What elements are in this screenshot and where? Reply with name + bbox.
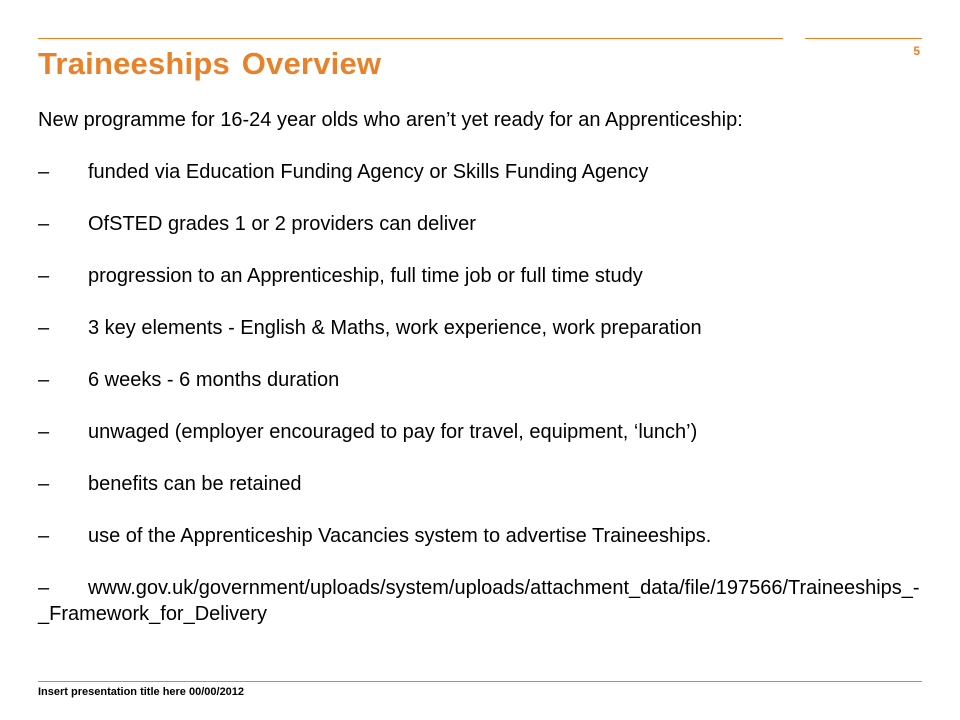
bullet-dash: – [38, 317, 50, 339]
bullet-dash: – [38, 577, 50, 599]
bullet-dash: – [38, 265, 50, 287]
footer-rule [38, 681, 922, 682]
bullet-item-link [38, 575, 922, 627]
bullet-dash: – [38, 369, 50, 391]
bullet-dash: – [38, 525, 50, 547]
header-rule-right [805, 38, 922, 39]
bullet-dash: – [38, 473, 50, 495]
bullet-text: use of the Apprenticeship Vacancies system to advertise Traineeships. [88, 525, 712, 547]
bullet-text: 6 weeks - 6 months duration [88, 369, 340, 391]
bullet-text: 3 key elements - English & Maths, work experience, work preparation [88, 317, 702, 339]
bullet-dash: – [38, 421, 50, 443]
bullet-item [38, 367, 922, 393]
bullet-item [38, 315, 922, 341]
bullet-text: benefits can be retained [88, 473, 302, 495]
slide-title: Traineeships Overview [38, 46, 382, 81]
footer-presentation-title: Insert presentation title here 00/00/2012 [38, 686, 245, 698]
bullet-text: funded via Education Funding Agency or Skills Funding Agency [88, 161, 649, 183]
bullet-dash: – [38, 161, 50, 183]
bullet-item [38, 159, 922, 185]
intro-text: New programme for 16-24 year olds who aren’t yet ready for an Apprenticeship: [38, 109, 743, 131]
bullet-item [38, 419, 922, 445]
bullet-item [38, 263, 922, 289]
bullet-dash: – [38, 213, 50, 235]
slide-number: 5 [913, 44, 920, 58]
bullet-text: unwaged (employer encouraged to pay for travel, equipment, ‘lunch’) [88, 421, 698, 443]
bullet-item [38, 523, 922, 549]
bullet-link-text: www.gov.uk/government/uploads/system/uploads/attachment_data/file/197566/Traineeships_-_Framework_for_Delivery [38, 577, 920, 625]
header-rule-left [38, 38, 783, 39]
bullet-item [38, 471, 922, 497]
bullet-item [38, 211, 922, 237]
bullet-text: OfSTED grades 1 or 2 providers can deliver [88, 213, 476, 235]
bullet-text: progression to an Apprenticeship, full time job or full time study [88, 265, 643, 287]
